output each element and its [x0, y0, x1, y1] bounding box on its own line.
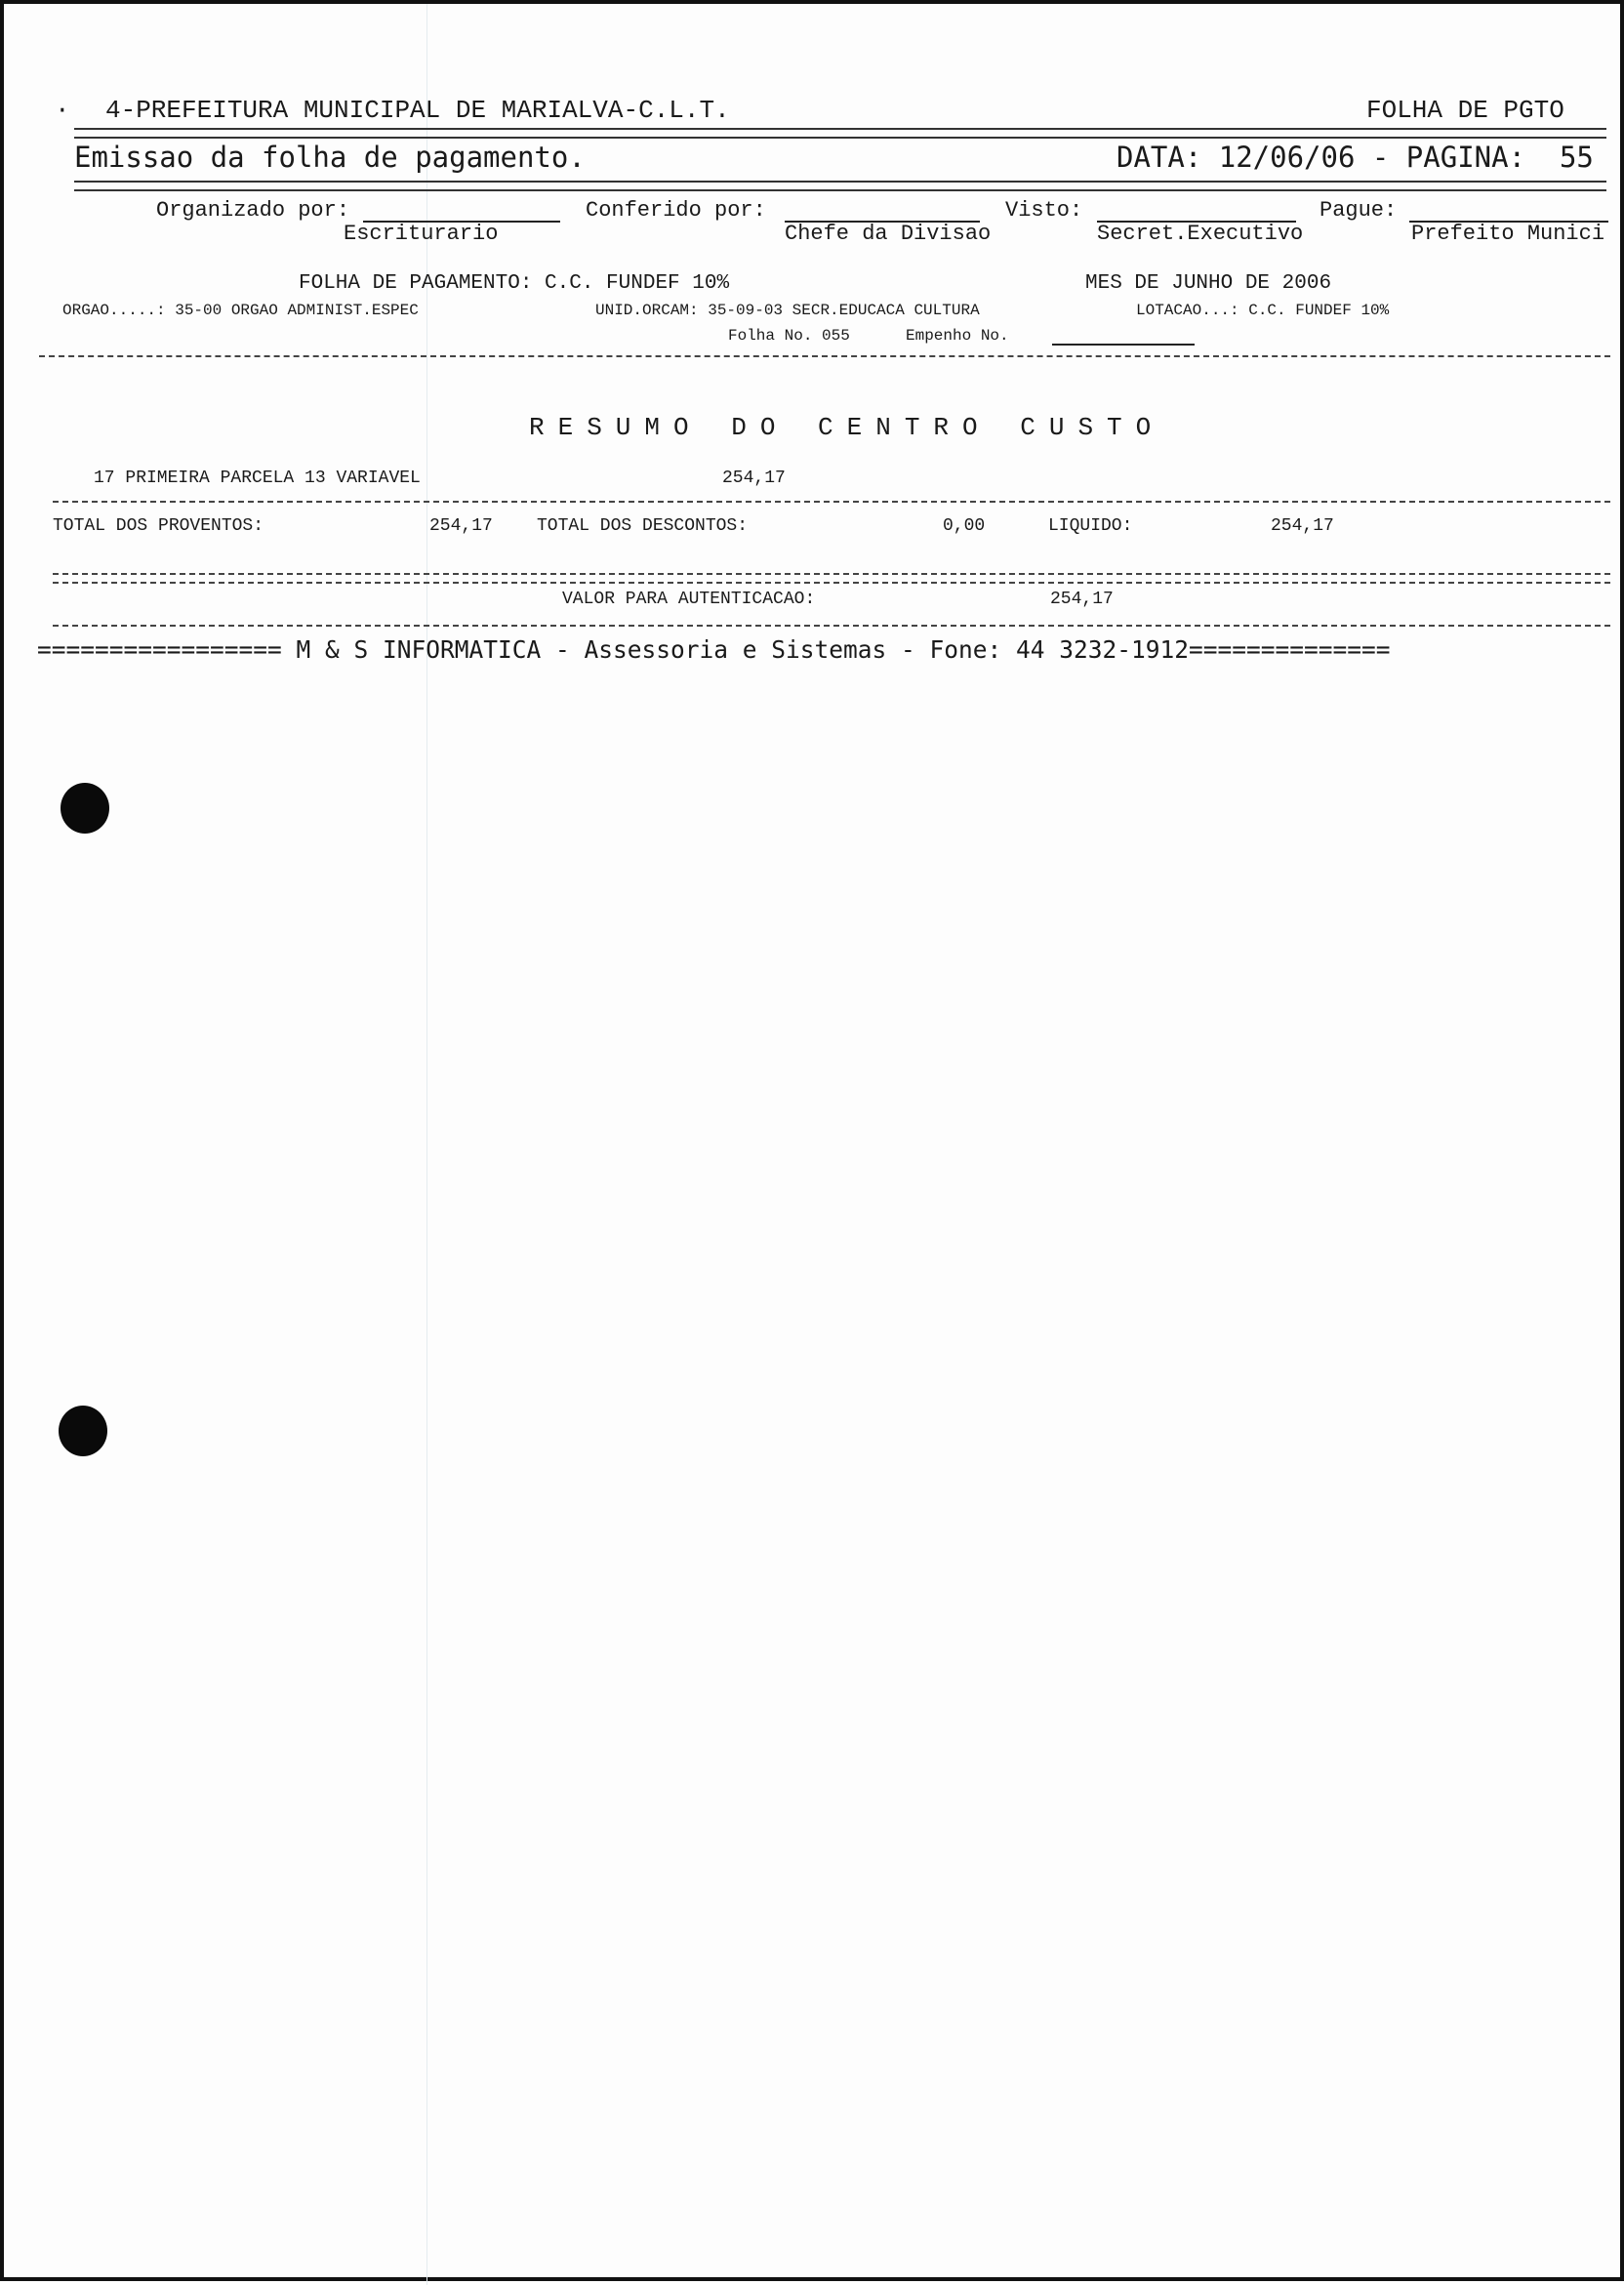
organizado-label: Organizado por:: [156, 198, 350, 223]
paper-fold-line: [426, 4, 427, 2285]
empenho-label: Empenho No.: [906, 327, 1009, 345]
folha-no: Folha No. 055: [728, 327, 850, 345]
pague-label: Pague:: [1320, 198, 1398, 223]
chefe-caption: Chefe da Divisao: [785, 222, 992, 246]
autenticacao-label: VALOR PARA AUTENTICACAO:: [562, 590, 816, 609]
descontos-label: TOTAL DOS DESCONTOS:: [537, 516, 749, 536]
secret-caption: Secret.Executivo: [1097, 222, 1304, 246]
section-divider-3: [53, 573, 1610, 575]
unid-orcam-info: UNID.ORCAM: 35-09-03 SECR.EDUCACA CULTURA: [595, 302, 980, 319]
section-divider-5: [53, 625, 1610, 627]
mes-info: MES DE JUNHO DE 2006: [1085, 272, 1332, 295]
orgao-info: ORGAO.....: 35-00 ORGAO ADMINIST.ESPEC: [62, 302, 419, 319]
folha-pagamento-info: FOLHA DE PAGAMENTO: C.C. FUNDEF 10%: [299, 272, 730, 295]
escriturario-caption: Escriturario: [344, 222, 499, 246]
conferido-label: Conferido por:: [586, 198, 766, 223]
descontos-value: 0,00: [943, 516, 986, 536]
visto-label: Visto:: [1005, 198, 1083, 223]
resumo-item-description: 17 PRIMEIRA PARCELA 13 VARIAVEL: [94, 469, 421, 488]
liquido-label: LIQUIDO:: [1048, 516, 1133, 536]
punch-hole-top: [61, 783, 109, 834]
proventos-label: TOTAL DOS PROVENTOS:: [53, 516, 264, 536]
header-rule-bottom: [74, 181, 1606, 191]
prefeito-caption: Prefeito Munici: [1411, 222, 1605, 246]
liquido-value: 254,17: [1271, 516, 1334, 536]
resumo-item-value: 254,17: [722, 469, 786, 488]
lotacao-info: LOTACAO...: C.C. FUNDEF 10%: [1136, 302, 1390, 319]
autenticacao-value: 254,17: [1050, 590, 1114, 609]
section-divider-2: [53, 501, 1610, 503]
proventos-value: 254,17: [429, 516, 493, 536]
org-title: 4-PREFEITURA MUNICIPAL DE MARIALVA-C.L.T.: [105, 96, 730, 125]
doc-type: FOLHA DE PGTO: [1366, 96, 1564, 125]
empenho-line: [1052, 344, 1195, 346]
punch-hole-bottom: [59, 1406, 107, 1456]
report-subtitle: Emissao da folha de pagamento.: [74, 141, 586, 174]
header-rule-top: [74, 128, 1606, 139]
resumo-title: RESUMO DO CENTRO CUSTO: [529, 413, 1165, 442]
section-divider-1: [39, 355, 1610, 357]
section-divider-4: [53, 582, 1610, 584]
date-page: DATA: 12/06/06 - PAGINA: 55: [1116, 141, 1594, 174]
footer-banner: ================= M & S INFORMATICA - Assessoria e Sistemas - Fone: 44 3232-1912==============: [37, 635, 1391, 664]
page-mark: ·: [55, 96, 70, 125]
